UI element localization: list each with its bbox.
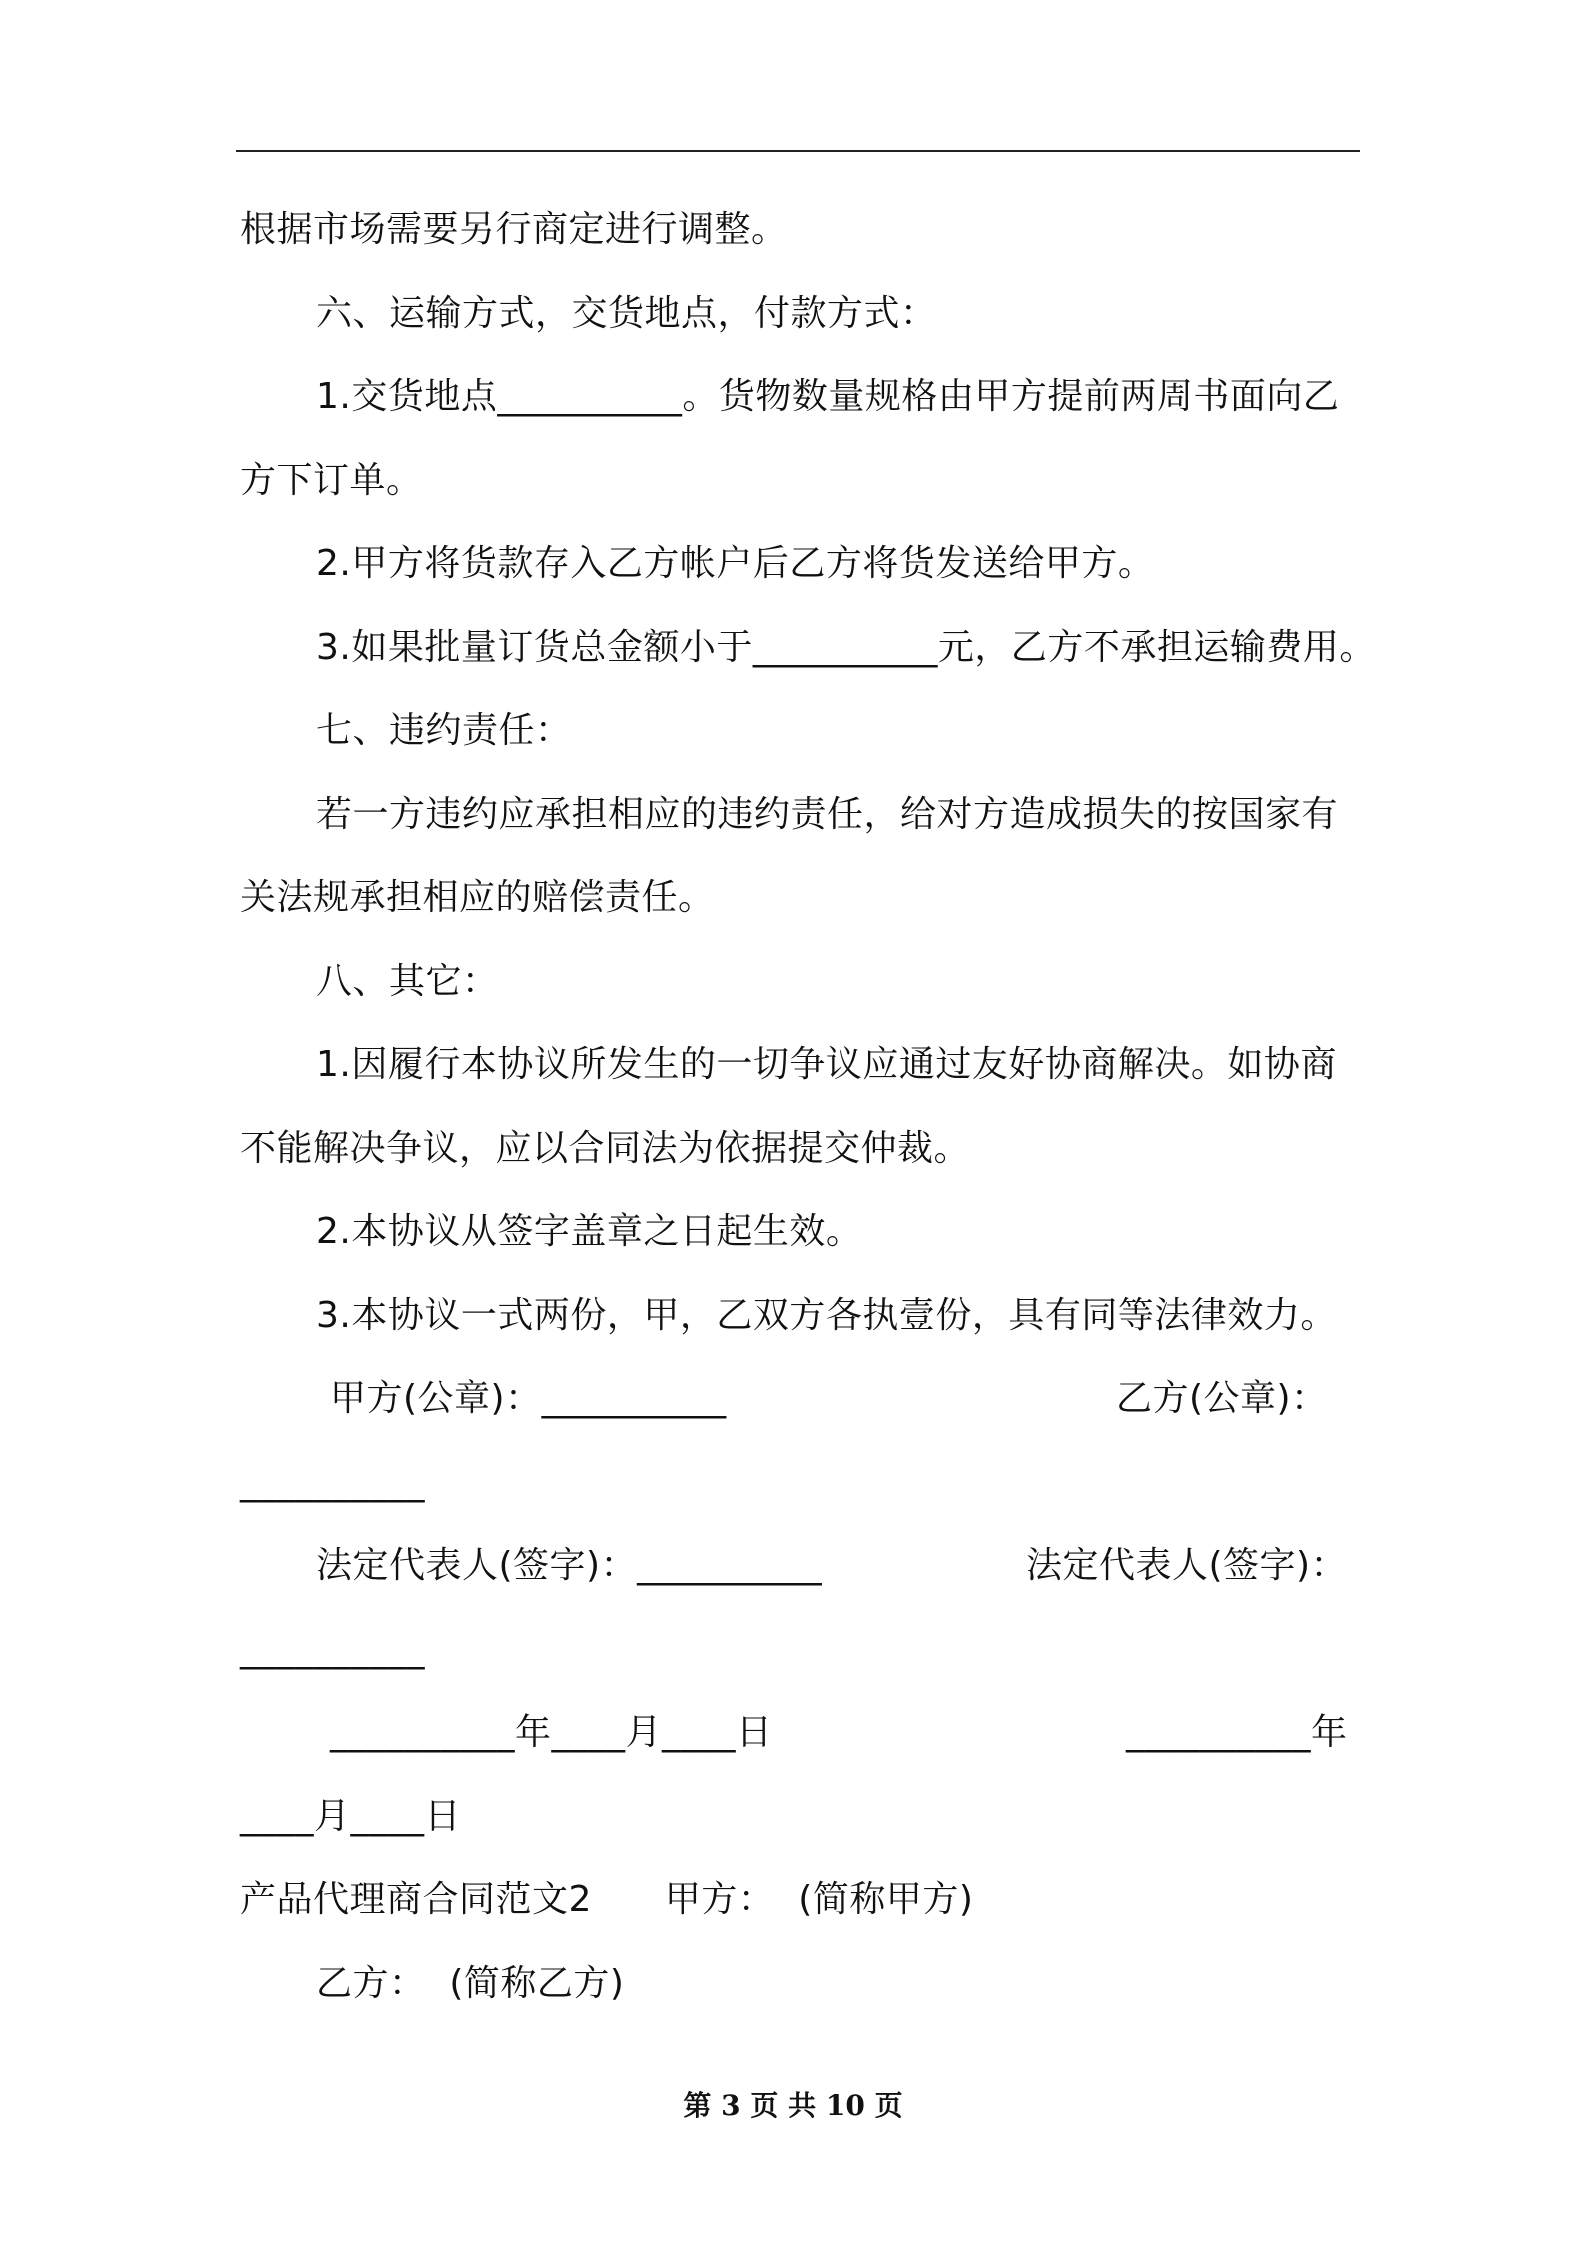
date-b-rest: ____月____日 [240, 1796, 462, 1837]
text-line: 2.本协议从签字盖章之日起生效。 [316, 1211, 863, 1252]
rep-a-signature: 法定代表人(签字)：__________ [316, 1545, 823, 1586]
rep-b-signature-blank: __________ [240, 1629, 425, 1670]
page-number: 第 3 页 共 10 页 [683, 2089, 903, 2122]
text-line: 方下订单。 [240, 460, 423, 501]
date-b-year: __________年 [1126, 1712, 1348, 1753]
text-line: 1.交货地点__________。货物数量规格由甲方提前两周书面向乙 [316, 376, 1340, 417]
rep-b-signature: 法定代表人(签字)： [1026, 1545, 1348, 1586]
text-line: 关法规承担相应的赔偿责任。 [240, 877, 715, 918]
section-heading: 六、运输方式，交货地点，付款方式： [316, 293, 937, 334]
text-line: 2.甲方将货款存入乙方帐户后乙方将货发送给甲方。 [316, 543, 1155, 584]
section-heading: 七、违约责任： [316, 710, 572, 751]
text-line: 不能解决争议，应以合同法为依据提交仲裁。 [240, 1128, 971, 1169]
header-rule [236, 150, 1360, 152]
next-contract-heading: 产品代理商合同范文2 甲方： (简称甲方) [240, 1879, 974, 1920]
date-a: __________年____月____日 [330, 1712, 773, 1753]
text-line: 1.因履行本协议所发生的一切争议应通过友好协商解决。如协商 [316, 1044, 1337, 1085]
text-line: 若一方违约应承担相应的违约责任，给对方造成损失的按国家有 [316, 794, 1339, 835]
party-b-seal: 乙方(公章)： [1116, 1378, 1328, 1419]
party-b-seal-blank: __________ [240, 1462, 425, 1503]
section-heading: 八、其它： [316, 961, 499, 1002]
text-line: 3.如果批量订货总金额小于__________元，乙方不承担运输费用。 [316, 627, 1376, 668]
text-line: 根据市场需要另行商定进行调整。 [240, 209, 788, 250]
text-line: 3.本协议一式两份，甲，乙双方各执壹份，具有同等法律效力。 [316, 1295, 1337, 1336]
next-contract-party-b: 乙方： (简称乙方) [316, 1963, 625, 2004]
party-a-seal: 甲方(公章)：__________ [330, 1378, 727, 1419]
